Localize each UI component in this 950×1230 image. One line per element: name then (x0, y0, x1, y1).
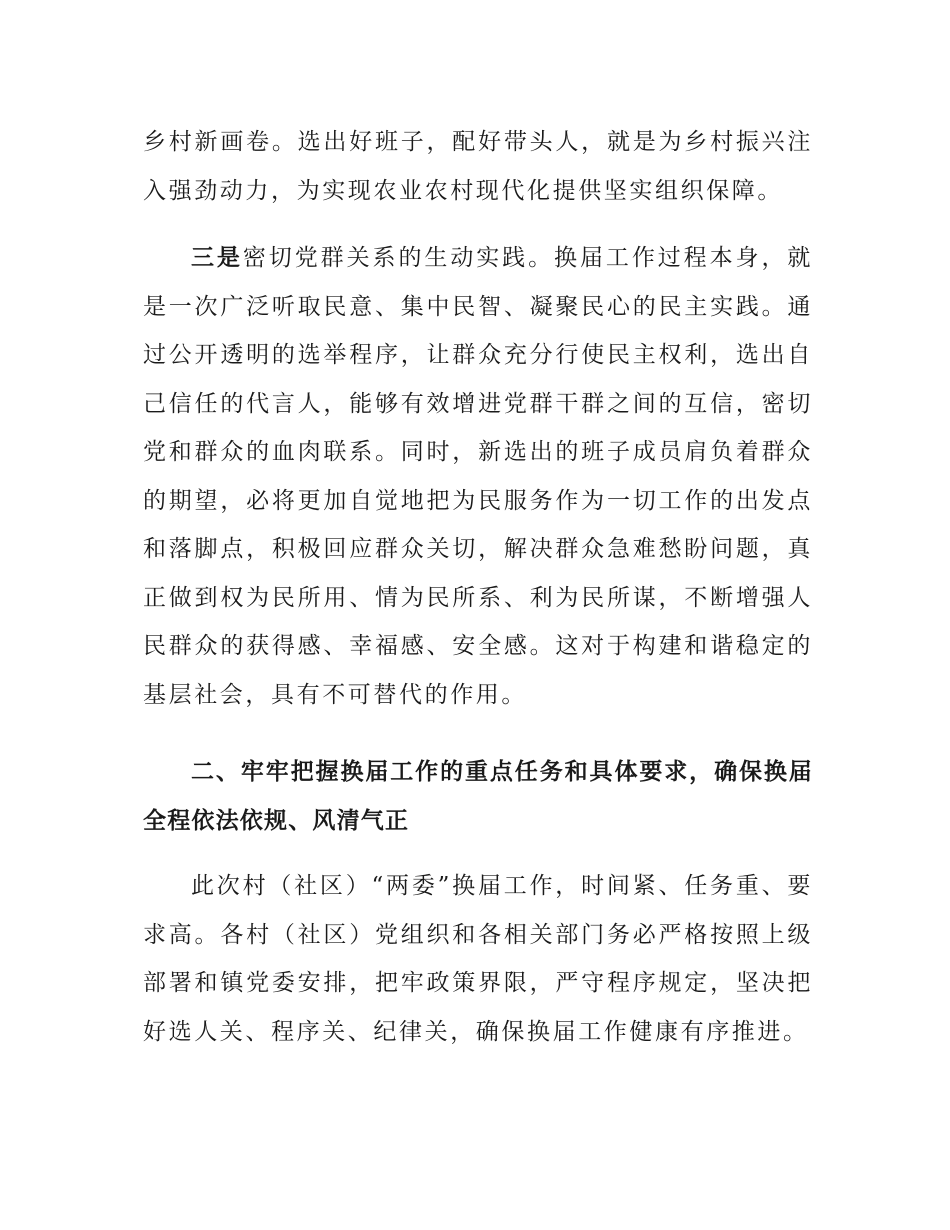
paragraph-lead-label: 三是 (191, 245, 243, 271)
paragraph-continuation: 乡村新画卷。选出好班子，配好带头人，就是为乡村振兴注入强劲动力，为实现农业农村现代化提供坚实组织保障。 (143, 129, 813, 204)
paragraph-point-three (143, 234, 813, 719)
section-heading-two: 二、牢牢把握换届工作的重点任务和具体要求，确保换届全程依法依规、风清气正 (143, 759, 813, 834)
paragraph-body: 密切党群关系的生动实践。换届工作过程本身，就是一次广泛听取民意、集中民智、凝聚民心的民主实践。通过公开透明的选举程序，让群众充分行使民主权利，选出自己信任的代言人，能够有效增进党群干群之间的互信，密切党和群众的血肉联系。同时，新选出的班子成员肩负着群众的期望，必将更加自觉地把为民服务作为一切工作的出发点和落脚点，积极回应群众关切，解决群众急难愁盼问题，真正做到权为民所用、情为民所系、利为民所谋，不断增强人民群众的获得感、幸福感、安全感。这对于构建和谐稳定的基层社会，具有不可替代的作用。 (143, 245, 814, 708)
paragraph-section-intro: 此次村（社区）“两委”换届工作，时间紧、任务重、要求高。各村（社区）党组织和各相关部门务必严格按照上级部署和镇党委安排，把牢政策界限，严守程序规定，坚决把好选人关、程序关、纪律关，确保换届工作健康有序推进。 (143, 873, 813, 1045)
